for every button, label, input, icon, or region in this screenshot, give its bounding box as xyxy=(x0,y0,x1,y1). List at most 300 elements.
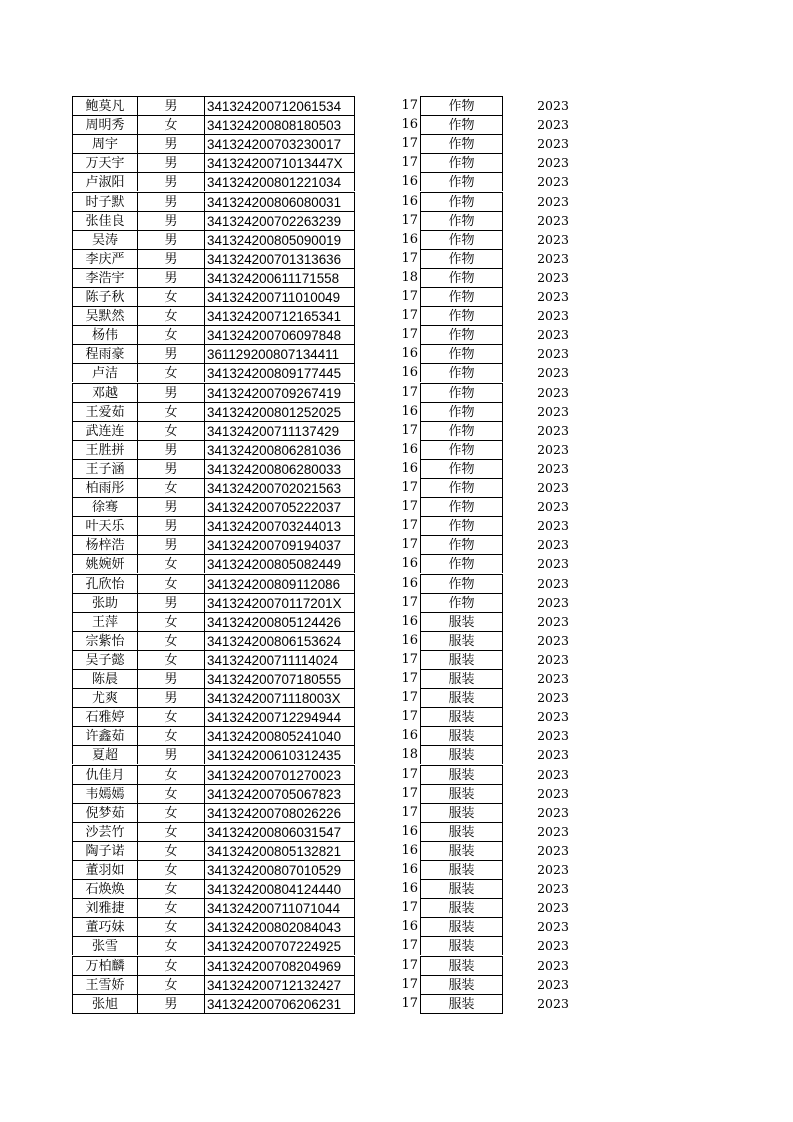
student-gender: 女 xyxy=(138,115,205,134)
student-gender: 男 xyxy=(138,669,205,688)
student-name: 程雨豪 xyxy=(72,344,138,363)
student-name: 鲍莫凡 xyxy=(72,96,138,115)
student-age: 16 xyxy=(401,632,418,648)
student-gender: 男 xyxy=(138,535,205,554)
student-id-number: 341324200705067823 xyxy=(205,784,355,803)
student-name: 沙芸竹 xyxy=(72,822,138,841)
student-name: 周宇 xyxy=(72,134,138,153)
student-age: 17 xyxy=(401,308,418,324)
student-name: 叶天乐 xyxy=(72,516,138,535)
student-id-number: 341324200701313636 xyxy=(205,249,355,268)
student-age: 17 xyxy=(401,98,418,113)
student-id-number: 341324200801221034 xyxy=(205,172,355,191)
student-age: 17 xyxy=(401,690,418,706)
student-age: 16 xyxy=(401,441,418,457)
student-gender: 女 xyxy=(138,975,205,994)
student-gender: 女 xyxy=(138,917,205,936)
student-major: 服装 xyxy=(420,784,503,803)
student-id-number: 341324200712294944 xyxy=(205,707,355,726)
student-age: 17 xyxy=(401,499,418,515)
student-id-number: 341324200806031547 xyxy=(205,822,355,841)
student-age: 16 xyxy=(401,881,418,897)
student-id-number: 341324200711010049 xyxy=(205,287,355,306)
student-id-number: 341324200809177445 xyxy=(205,363,355,382)
student-age: 17 xyxy=(401,289,418,304)
student-id-number: 341324200805241040 xyxy=(205,726,355,745)
student-gender: 女 xyxy=(138,726,205,745)
student-name: 吴涛 xyxy=(72,230,138,249)
enrollment-year: 2023 xyxy=(537,537,569,553)
enrollment-year: 2023 xyxy=(537,250,569,266)
student-name: 尤爽 xyxy=(72,688,138,707)
student-age: 17 xyxy=(401,938,418,954)
enrollment-year: 2023 xyxy=(537,690,569,706)
student-name: 邓越 xyxy=(72,383,138,402)
student-name: 周明秀 xyxy=(72,115,138,134)
table-row xyxy=(0,211,793,230)
student-id-number: 341324200711137429 xyxy=(205,421,355,440)
student-name: 李浩宇 xyxy=(72,268,138,287)
table-row xyxy=(0,841,793,860)
student-age: 17 xyxy=(401,957,418,973)
student-name: 仇佳月 xyxy=(72,765,138,784)
student-major: 作物 xyxy=(420,192,503,211)
table-row xyxy=(0,726,793,745)
student-gender: 女 xyxy=(138,306,205,325)
student-id-number: 341324200805082449 xyxy=(205,554,355,573)
student-gender: 男 xyxy=(138,211,205,230)
student-gender: 女 xyxy=(138,612,205,631)
student-id-number: 34132420070117201X xyxy=(205,593,355,612)
student-major: 作物 xyxy=(420,344,503,363)
student-major: 作物 xyxy=(420,402,503,421)
student-gender: 女 xyxy=(138,631,205,650)
table-row xyxy=(0,917,793,936)
student-id-number: 341324200706097848 xyxy=(205,325,355,344)
student-age: 17 xyxy=(401,671,418,686)
student-name: 董羽如 xyxy=(72,860,138,879)
student-name: 万柏麟 xyxy=(72,956,138,975)
student-gender: 男 xyxy=(138,153,205,172)
student-gender: 女 xyxy=(138,554,205,573)
student-major: 服装 xyxy=(420,956,503,975)
student-major: 服装 xyxy=(420,936,503,955)
student-name: 武连连 xyxy=(72,421,138,440)
student-age: 17 xyxy=(401,651,418,667)
student-major: 作物 xyxy=(420,211,503,230)
enrollment-year: 2023 xyxy=(537,212,569,228)
student-age: 17 xyxy=(401,900,418,916)
student-age: 17 xyxy=(401,537,418,553)
table-row xyxy=(0,574,793,593)
table-row xyxy=(0,516,793,535)
enrollment-year: 2023 xyxy=(537,518,569,534)
student-gender: 女 xyxy=(138,936,205,955)
table-row xyxy=(0,669,793,688)
student-age: 17 xyxy=(401,422,418,438)
student-age: 17 xyxy=(401,804,418,820)
student-id-number: 341324200808180503 xyxy=(205,115,355,134)
enrollment-year: 2023 xyxy=(537,460,569,476)
student-id-number: 341324200712132427 xyxy=(205,975,355,994)
student-name: 卢淑阳 xyxy=(72,172,138,191)
enrollment-year: 2023 xyxy=(537,900,569,916)
enrollment-year: 2023 xyxy=(537,632,569,648)
student-id-number: 34132420071118003X xyxy=(205,688,355,707)
student-id-number: 341324200805124426 xyxy=(205,612,355,631)
enrollment-year: 2023 xyxy=(537,823,569,839)
student-gender: 女 xyxy=(138,956,205,975)
student-name: 许鑫茹 xyxy=(72,726,138,745)
table-row xyxy=(0,363,793,382)
student-gender: 男 xyxy=(138,172,205,191)
table-row xyxy=(0,96,793,115)
student-age: 17 xyxy=(401,594,418,610)
student-id-number: 341324200806281036 xyxy=(205,440,355,459)
student-gender: 女 xyxy=(138,421,205,440)
student-age: 16 xyxy=(401,365,418,381)
student-name: 张雪 xyxy=(72,936,138,955)
student-age: 16 xyxy=(401,174,418,190)
enrollment-year: 2023 xyxy=(537,480,569,495)
enrollment-year: 2023 xyxy=(537,327,569,343)
student-major: 作物 xyxy=(420,172,503,191)
enrollment-year: 2023 xyxy=(537,804,569,820)
enrollment-year: 2023 xyxy=(537,747,569,763)
table-row xyxy=(0,765,793,784)
student-name: 韦嫣嫣 xyxy=(72,784,138,803)
enrollment-year: 2023 xyxy=(537,575,569,591)
student-id-number: 361129200807134411 xyxy=(205,344,355,363)
table-row xyxy=(0,383,793,402)
table-row xyxy=(0,898,793,917)
student-age: 17 xyxy=(401,327,418,343)
student-gender: 男 xyxy=(138,593,205,612)
student-major: 服装 xyxy=(420,612,503,631)
student-name: 夏超 xyxy=(72,745,138,764)
table-row xyxy=(0,784,793,803)
table-row xyxy=(0,402,793,421)
enrollment-year: 2023 xyxy=(537,422,569,438)
student-age: 16 xyxy=(401,823,418,839)
student-id-number: 341324200703230017 xyxy=(205,134,355,153)
student-major: 服装 xyxy=(420,975,503,994)
student-age: 16 xyxy=(401,193,418,209)
enrollment-year: 2023 xyxy=(537,117,569,133)
student-age: 16 xyxy=(401,556,418,572)
student-name: 石雅婷 xyxy=(72,707,138,726)
student-name: 孔欣怡 xyxy=(72,574,138,593)
student-gender: 女 xyxy=(138,478,205,497)
student-age: 16 xyxy=(401,613,418,629)
student-age: 16 xyxy=(401,862,418,877)
student-name: 徐骞 xyxy=(72,497,138,516)
student-id-number: 341324200802084043 xyxy=(205,917,355,936)
student-age: 17 xyxy=(401,480,418,495)
student-id-number: 341324200705222037 xyxy=(205,497,355,516)
student-gender: 女 xyxy=(138,841,205,860)
enrollment-year: 2023 xyxy=(537,671,569,686)
student-age: 16 xyxy=(401,403,418,419)
student-age: 17 xyxy=(401,518,418,534)
enrollment-year: 2023 xyxy=(537,193,569,209)
table-row xyxy=(0,459,793,478)
student-gender: 男 xyxy=(138,459,205,478)
student-name: 王爱茹 xyxy=(72,402,138,421)
enrollment-year: 2023 xyxy=(537,766,569,782)
table-row xyxy=(0,344,793,363)
enrollment-year: 2023 xyxy=(537,709,569,725)
student-gender: 男 xyxy=(138,440,205,459)
student-name: 石焕焕 xyxy=(72,879,138,898)
student-gender: 女 xyxy=(138,287,205,306)
enrollment-year: 2023 xyxy=(537,231,569,247)
student-id-number: 341324200702021563 xyxy=(205,478,355,497)
student-name: 王胜拼 xyxy=(72,440,138,459)
student-gender: 男 xyxy=(138,268,205,287)
student-name: 宗紫怡 xyxy=(72,631,138,650)
table-row xyxy=(0,860,793,879)
student-major: 服装 xyxy=(420,803,503,822)
enrollment-year: 2023 xyxy=(537,136,569,152)
enrollment-year: 2023 xyxy=(537,155,569,171)
table-row xyxy=(0,803,793,822)
student-name: 陈晨 xyxy=(72,669,138,688)
enrollment-year: 2023 xyxy=(537,403,569,419)
table-row xyxy=(0,745,793,764)
student-name: 杨伟 xyxy=(72,325,138,344)
enrollment-year: 2023 xyxy=(537,995,569,1011)
student-gender: 男 xyxy=(138,96,205,115)
student-gender: 男 xyxy=(138,344,205,363)
student-id-number: 34132420071013447X xyxy=(205,153,355,172)
student-id-number: 341324200709194037 xyxy=(205,535,355,554)
student-name: 姚婉妍 xyxy=(72,554,138,573)
student-major: 服装 xyxy=(420,707,503,726)
student-major: 服装 xyxy=(420,688,503,707)
enrollment-year: 2023 xyxy=(537,862,569,877)
student-id-number: 341324200807010529 xyxy=(205,860,355,879)
student-name: 卢洁 xyxy=(72,363,138,382)
table-row xyxy=(0,879,793,898)
student-name: 陶子诺 xyxy=(72,841,138,860)
student-id-number: 341324200703244013 xyxy=(205,516,355,535)
student-gender: 男 xyxy=(138,192,205,211)
student-age: 16 xyxy=(401,117,418,133)
student-gender: 女 xyxy=(138,822,205,841)
student-id-number: 341324200707224925 xyxy=(205,936,355,955)
student-gender: 男 xyxy=(138,745,205,764)
enrollment-year: 2023 xyxy=(537,174,569,190)
student-major: 服装 xyxy=(420,631,503,650)
enrollment-year: 2023 xyxy=(537,785,569,801)
student-id-number: 341324200610312435 xyxy=(205,745,355,764)
student-major: 作物 xyxy=(420,593,503,612)
student-name: 吴默然 xyxy=(72,306,138,325)
enrollment-year: 2023 xyxy=(537,976,569,992)
student-name: 张佳良 xyxy=(72,211,138,230)
student-gender: 女 xyxy=(138,574,205,593)
student-major: 服装 xyxy=(420,669,503,688)
enrollment-year: 2023 xyxy=(537,98,569,113)
student-gender: 女 xyxy=(138,650,205,669)
student-major: 作物 xyxy=(420,230,503,249)
student-age: 16 xyxy=(401,231,418,247)
student-age: 17 xyxy=(401,709,418,725)
student-name: 时子默 xyxy=(72,192,138,211)
enrollment-year: 2023 xyxy=(537,346,569,362)
table-row xyxy=(0,153,793,172)
student-major: 作物 xyxy=(420,287,503,306)
student-gender: 男 xyxy=(138,994,205,1014)
student-age: 16 xyxy=(401,842,418,858)
student-major: 作物 xyxy=(420,383,503,402)
student-age: 16 xyxy=(401,919,418,935)
student-gender: 女 xyxy=(138,784,205,803)
student-id-number: 341324200708026226 xyxy=(205,803,355,822)
student-major: 服装 xyxy=(420,765,503,784)
student-id-number: 341324200702263239 xyxy=(205,211,355,230)
student-id-number: 341324200701270023 xyxy=(205,765,355,784)
student-major: 作物 xyxy=(420,421,503,440)
table-row xyxy=(0,421,793,440)
table-row xyxy=(0,287,793,306)
student-age: 18 xyxy=(401,269,418,285)
student-age: 17 xyxy=(401,136,418,152)
student-id-number: 341324200707180555 xyxy=(205,669,355,688)
student-gender: 男 xyxy=(138,134,205,153)
table-row xyxy=(0,535,793,554)
student-major: 作物 xyxy=(420,268,503,287)
student-id-number: 341324200804124440 xyxy=(205,879,355,898)
enrollment-year: 2023 xyxy=(537,441,569,457)
student-gender: 男 xyxy=(138,497,205,516)
table-row xyxy=(0,192,793,211)
student-age: 16 xyxy=(401,346,418,362)
table-row xyxy=(0,325,793,344)
student-name: 张旭 xyxy=(72,994,138,1014)
student-major: 作物 xyxy=(420,535,503,554)
student-id-number: 341324200806080031 xyxy=(205,192,355,211)
student-id-number: 341324200712061534 xyxy=(205,96,355,115)
student-name: 董巧妹 xyxy=(72,917,138,936)
student-age: 17 xyxy=(401,155,418,171)
student-major: 服装 xyxy=(420,745,503,764)
student-major: 服装 xyxy=(420,879,503,898)
enrollment-year: 2023 xyxy=(537,594,569,610)
student-name: 张助 xyxy=(72,593,138,612)
student-gender: 女 xyxy=(138,803,205,822)
enrollment-year: 2023 xyxy=(537,613,569,629)
student-major: 服装 xyxy=(420,822,503,841)
student-major: 作物 xyxy=(420,153,503,172)
student-id-number: 341324200809112086 xyxy=(205,574,355,593)
enrollment-year: 2023 xyxy=(537,938,569,954)
student-id-number: 341324200801252025 xyxy=(205,402,355,421)
enrollment-year: 2023 xyxy=(537,365,569,381)
student-age: 17 xyxy=(401,766,418,782)
enrollment-year: 2023 xyxy=(537,957,569,973)
student-gender: 女 xyxy=(138,402,205,421)
student-major: 作物 xyxy=(420,325,503,344)
student-age: 16 xyxy=(401,728,418,744)
student-name: 陈子秋 xyxy=(72,287,138,306)
table-row xyxy=(0,554,793,573)
enrollment-year: 2023 xyxy=(537,842,569,858)
student-major: 服装 xyxy=(420,841,503,860)
table-row xyxy=(0,707,793,726)
student-age: 16 xyxy=(401,460,418,476)
student-gender: 男 xyxy=(138,230,205,249)
student-age: 17 xyxy=(401,384,418,400)
table-row xyxy=(0,306,793,325)
table-row xyxy=(0,688,793,707)
enrollment-year: 2023 xyxy=(537,919,569,935)
table-row xyxy=(0,994,793,1013)
student-age: 17 xyxy=(401,995,418,1011)
table-row xyxy=(0,936,793,955)
student-major: 作物 xyxy=(420,478,503,497)
student-id-number: 341324200708204969 xyxy=(205,956,355,975)
student-major: 服装 xyxy=(420,917,503,936)
student-age: 17 xyxy=(401,250,418,266)
student-major: 作物 xyxy=(420,497,503,516)
student-id-number: 341324200709267419 xyxy=(205,383,355,402)
student-major: 作物 xyxy=(420,574,503,593)
student-id-number: 341324200711114024 xyxy=(205,650,355,669)
table-row xyxy=(0,115,793,134)
student-gender: 男 xyxy=(138,249,205,268)
student-gender: 女 xyxy=(138,765,205,784)
student-name: 王子涵 xyxy=(72,459,138,478)
student-age: 17 xyxy=(401,976,418,992)
enrollment-year: 2023 xyxy=(537,728,569,744)
table-row xyxy=(0,172,793,191)
table-row xyxy=(0,497,793,516)
student-gender: 女 xyxy=(138,363,205,382)
student-id-number: 341324200806280033 xyxy=(205,459,355,478)
student-gender: 男 xyxy=(138,516,205,535)
student-id-number: 341324200805090019 xyxy=(205,230,355,249)
student-age: 17 xyxy=(401,212,418,228)
student-gender: 女 xyxy=(138,325,205,344)
student-id-number: 341324200711071044 xyxy=(205,898,355,917)
table-row xyxy=(0,612,793,631)
student-major: 作物 xyxy=(420,96,503,115)
student-major: 作物 xyxy=(420,249,503,268)
student-major: 服装 xyxy=(420,860,503,879)
student-name: 李庆严 xyxy=(72,249,138,268)
student-major: 作物 xyxy=(420,554,503,573)
enrollment-year: 2023 xyxy=(537,881,569,897)
student-name: 万天宇 xyxy=(72,153,138,172)
student-major: 作物 xyxy=(420,363,503,382)
student-major: 作物 xyxy=(420,516,503,535)
student-gender: 女 xyxy=(138,707,205,726)
enrollment-year: 2023 xyxy=(537,499,569,515)
student-major: 作物 xyxy=(420,134,503,153)
student-major: 服装 xyxy=(420,898,503,917)
student-major: 服装 xyxy=(420,726,503,745)
enrollment-year: 2023 xyxy=(537,651,569,667)
student-name: 刘雅捷 xyxy=(72,898,138,917)
student-id-number: 341324200806153624 xyxy=(205,631,355,650)
student-name: 柏雨彤 xyxy=(72,478,138,497)
student-name: 王雪娇 xyxy=(72,975,138,994)
student-gender: 女 xyxy=(138,898,205,917)
table-row xyxy=(0,631,793,650)
student-age: 16 xyxy=(401,575,418,591)
